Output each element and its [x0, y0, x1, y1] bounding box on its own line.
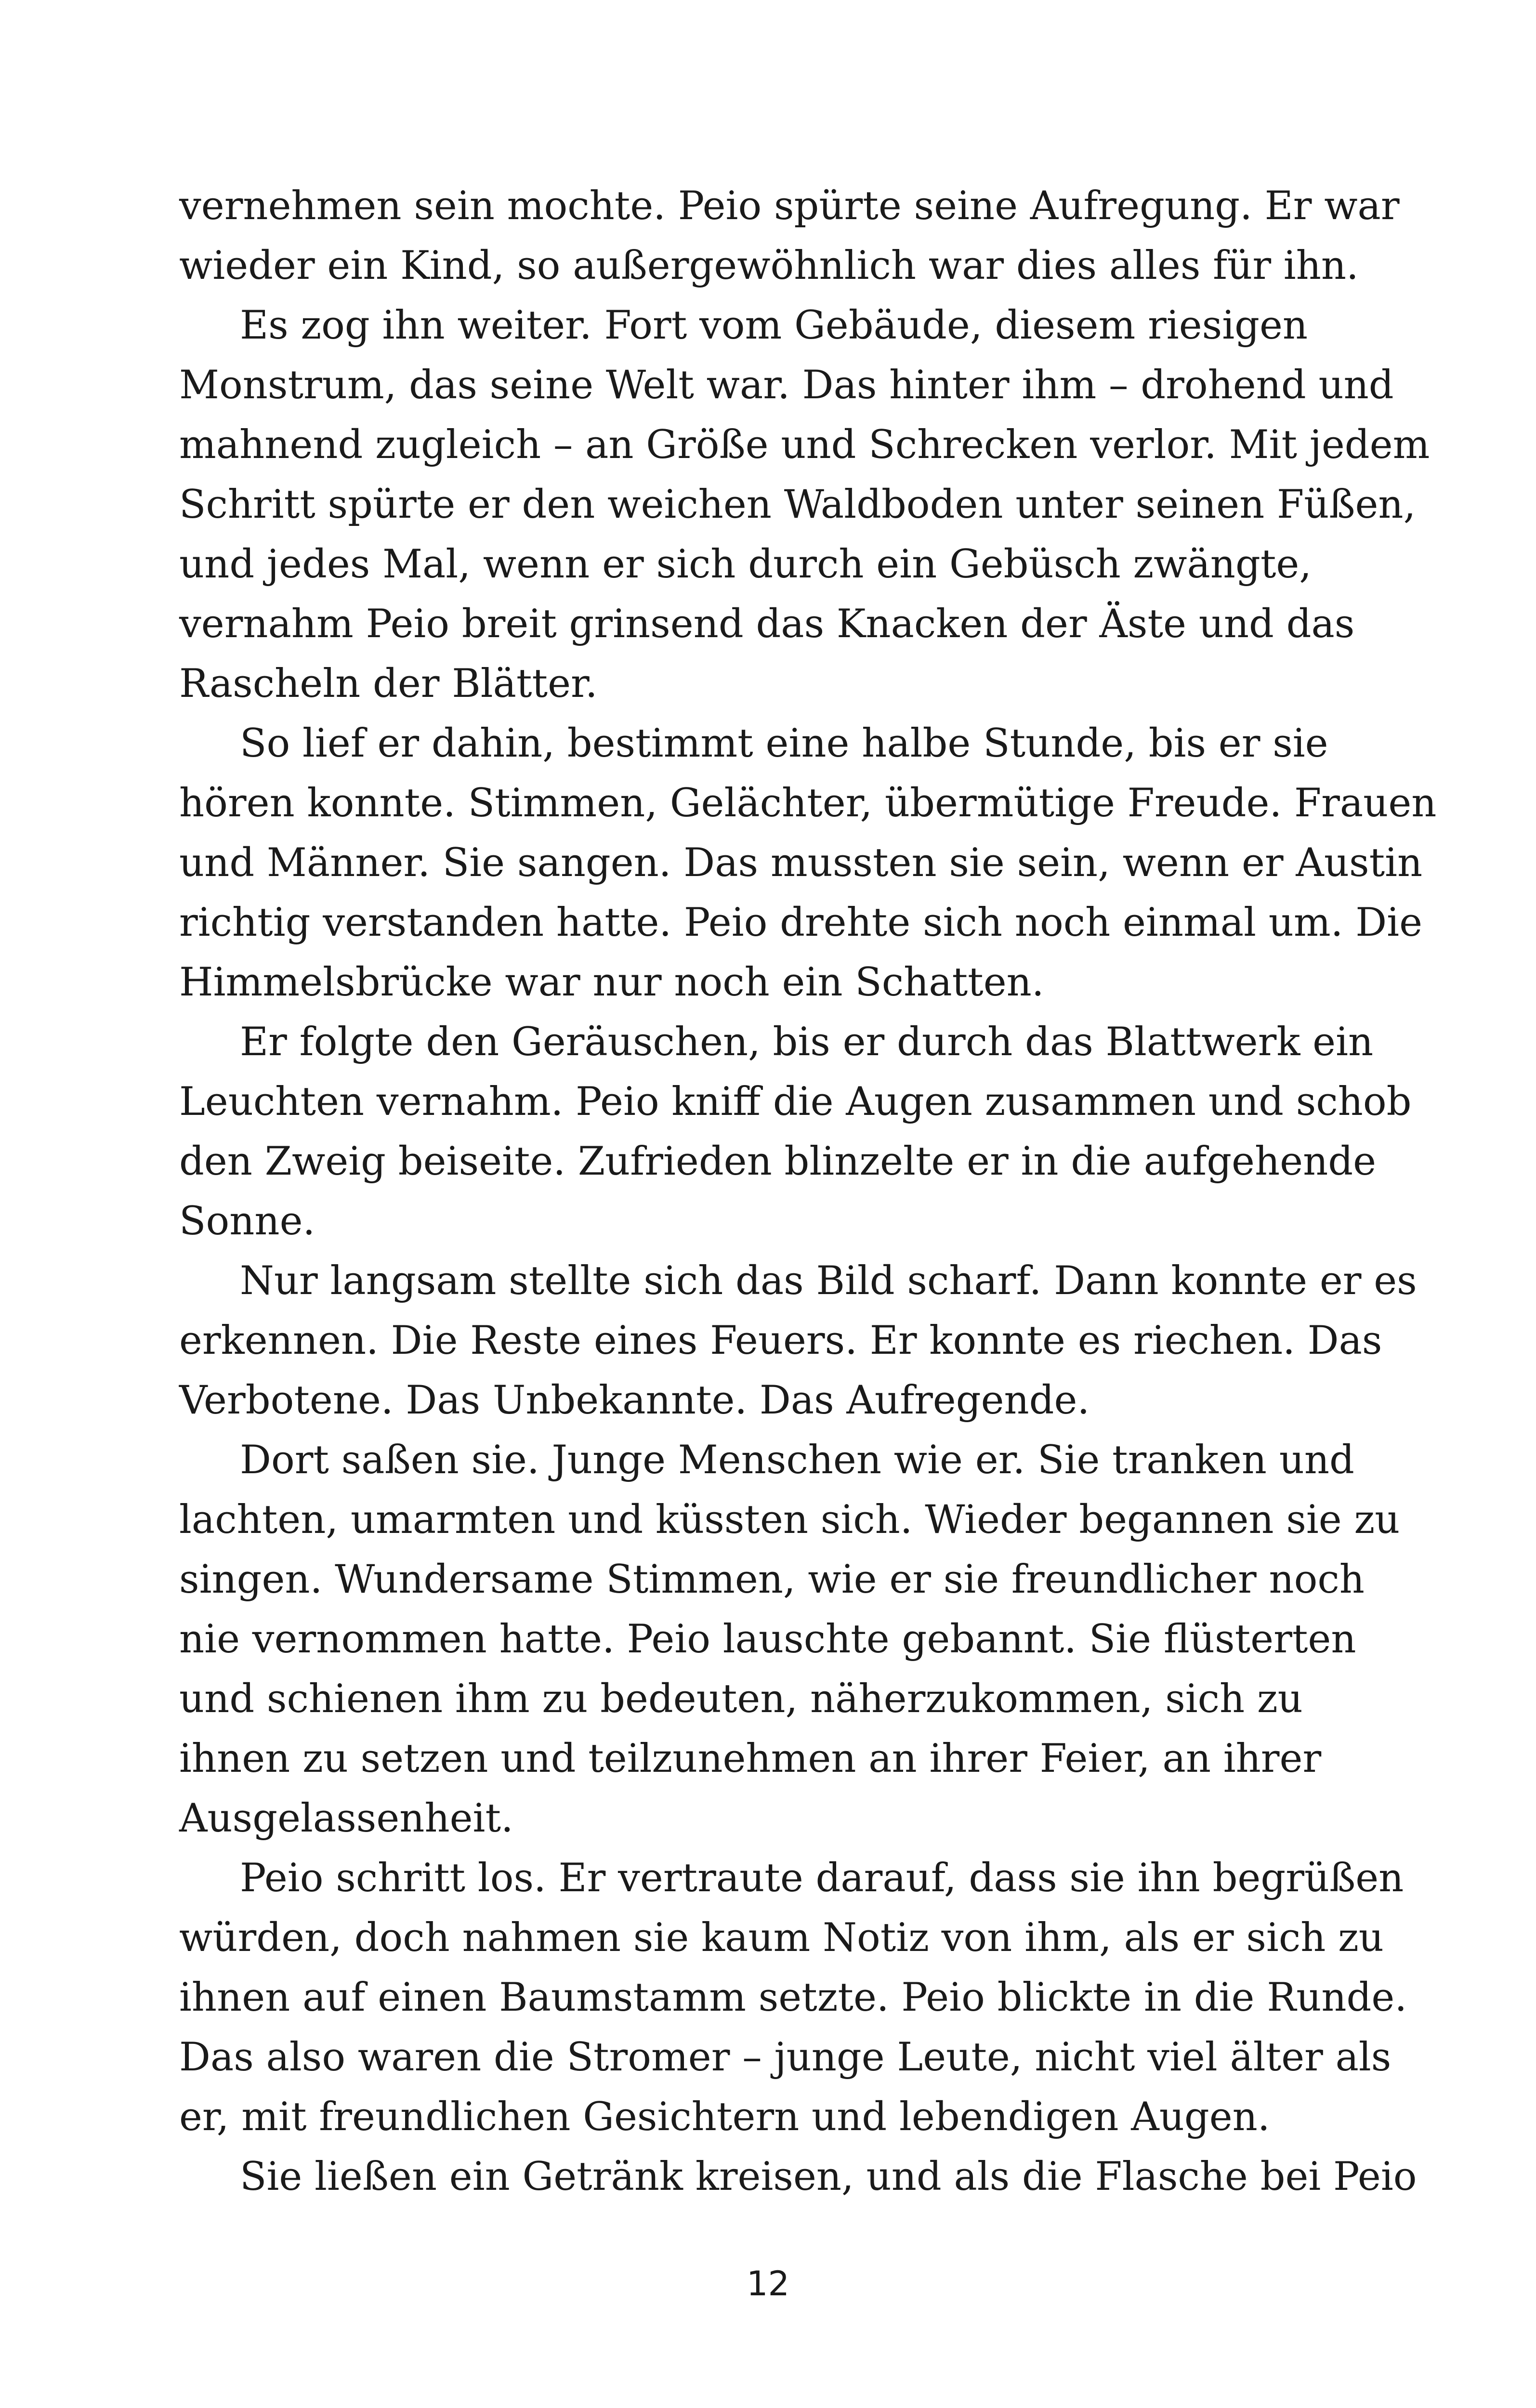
paragraph: [179, 176, 1400, 296]
text-line: Sie ließen ein Getränk kreisen, und als die Flasche bei Peio: [240, 2154, 1417, 2199]
paragraph: [179, 1012, 1412, 1251]
text-line: und schienen ihm zu bedeuten, näherzukommen, sich zu: [179, 1676, 1303, 1722]
body-text: [179, 176, 1437, 2207]
paragraph: [179, 714, 1437, 1012]
text-line: richtig verstanden hatte. Peio drehte sich noch einmal um. Die: [179, 900, 1423, 945]
text-line: Verbotene. Das Unbekannte. Das Aufregende.: [179, 1378, 1090, 1423]
text-line: und Männer. Sie sangen. Das mussten sie sein, wenn er Austin: [179, 840, 1423, 886]
text-line: Peio schritt los. Er vertraute darauf, dass sie ihn begrüßen: [240, 1856, 1404, 1901]
text-line: Himmelsbrücke war nur noch ein Schatten.: [179, 960, 1044, 1005]
text-line: Monstrum, das seine Welt war. Das hinter ihm – drohend und: [179, 363, 1394, 408]
text-line: und jedes Mal, wenn er sich durch ein Gebüsch zwängte,: [179, 542, 1312, 587]
text-line: er, mit freundlichen Gesichtern und lebendigen Augen.: [179, 2094, 1270, 2140]
text-line: würden, doch nahmen sie kaum Notiz von ihm, als er sich zu: [179, 1915, 1384, 1961]
text-line: hören konnte. Stimmen, Gelächter, übermütige Freude. Frauen: [179, 781, 1437, 826]
text-line: nie vernommen hatte. Peio lauschte gebannt. Sie flüsterten: [179, 1617, 1356, 1662]
paragraph: [179, 1430, 1400, 1848]
text-line: Er folgte den Geräuschen, bis er durch das Blattwerk ein: [240, 1020, 1374, 1065]
text-line: lachten, umarmten und küssten sich. Wieder begannen sie zu: [179, 1497, 1400, 1543]
text-line: erkennen. Die Reste eines Feuers. Er konnte es riechen. Das: [179, 1318, 1382, 1363]
page-number: 12: [746, 2264, 790, 2303]
text-line: ihnen auf einen Baumstamm setzte. Peio blickte in die Runde.: [179, 1975, 1407, 2020]
paragraph: [179, 2147, 1417, 2207]
text-line: singen. Wundersame Stimmen, wie er sie freundlicher noch: [179, 1557, 1365, 1602]
text-line: wieder ein Kind, so außergewöhnlich war dies alles für ihn.: [179, 243, 1359, 288]
text-line: Rascheln der Blätter.: [179, 661, 598, 707]
text-line: Das also waren die Stromer – junge Leute, nicht viel älter als: [179, 2035, 1392, 2080]
paragraph: [179, 296, 1430, 714]
text-line: Dort saßen sie. Junge Menschen wie er. Sie tranken und: [240, 1438, 1354, 1483]
text-line: Schritt spürte er den weichen Waldboden unter seinen Füßen,: [179, 482, 1416, 527]
text-line: Es zog ihn weiter. Fort vom Gebäude, diesem riesigen: [240, 303, 1308, 348]
text-line: ihnen zu setzen und teilzunehmen an ihrer Feier, an ihrer: [179, 1736, 1322, 1781]
text-line: Leuchten vernahm. Peio kniff die Augen zusammen und schob: [179, 1079, 1412, 1125]
text-line: vernehmen sein mochte. Peio spürte seine Aufregung. Er war: [179, 183, 1400, 229]
text-line: Nur langsam stellte sich das Bild scharf. Dann konnte er es: [240, 1258, 1417, 1304]
paragraph: [179, 1848, 1407, 2147]
text-line: mahnend zugleich – an Größe und Schrecken verlor. Mit jedem: [179, 422, 1430, 468]
paragraph: [179, 1251, 1417, 1430]
text-line: Sonne.: [179, 1199, 315, 1244]
text-line: den Zweig beiseite. Zufrieden blinzelte er in die aufgehende: [179, 1139, 1377, 1184]
text-line: vernahm Peio breit grinsend das Knacken der Äste und das: [179, 602, 1355, 647]
text-line: So lief er dahin, bestimmt eine halbe Stunde, bis er sie: [240, 721, 1328, 766]
text-line: Ausgelassenheit.: [179, 1796, 513, 1841]
